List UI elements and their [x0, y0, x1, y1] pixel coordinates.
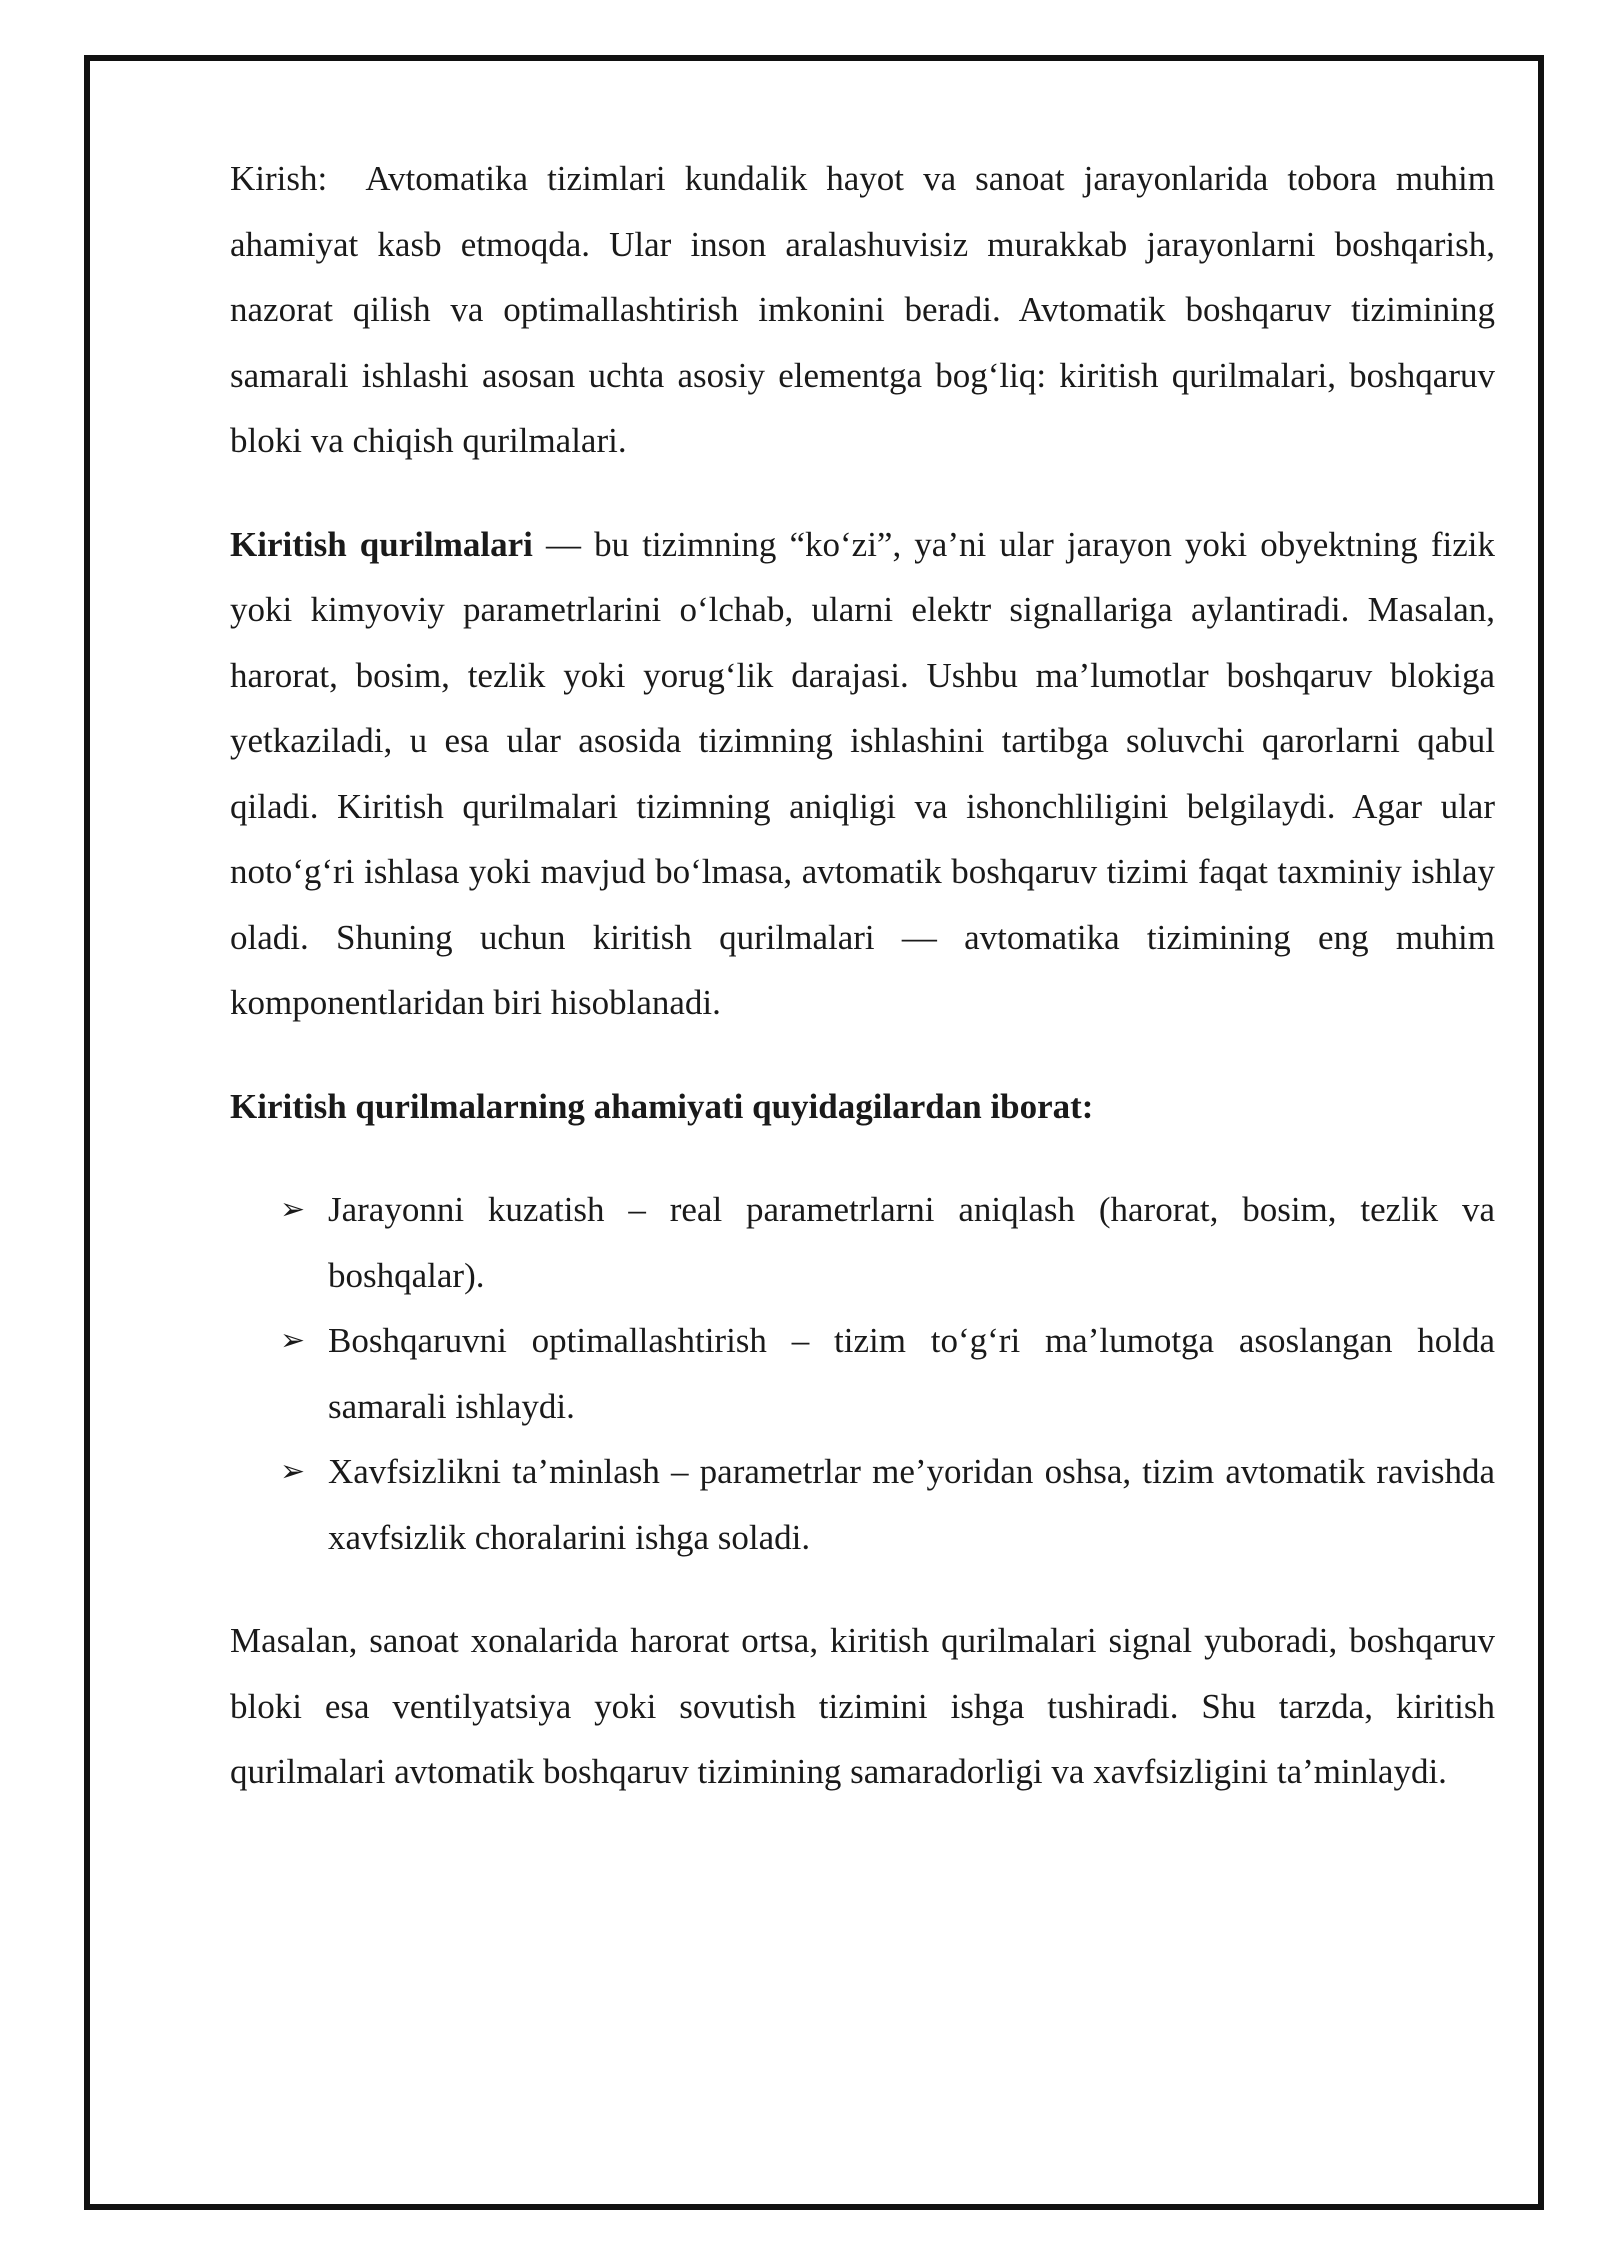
definition-paragraph [230, 512, 1495, 1036]
definition-text: — bu tizimning “ko‘zi”, ya’ni ular jarayon yoki obyektning fizik yoki kimyoviy parametrlarini o‘lchab, ularni elektr signallariga aylantiradi. Masalan, harorat, bosim, tezlik yoki yorug‘lik darajasi. Ushbu ma’lumotlar boshqaruv blokiga yetkaziladi, u esa ular asosida tizimning ishlashini tartibga soluvchi qarorlarni qabul qiladi. Kiritish qurilmalari tizimning aniqligi va ishonchliligini belgilaydi. Agar ular noto‘g‘ri ishlasa yoki mavjud bo‘lmasa, avtomatik boshqaruv tizimi faqat taxminiy ishlay oladi. Shuning uchun kiritish qurilmalari — avtomatika tizimining eng muhim komponentlaridan biri hisoblanadi. [230, 524, 1496, 1022]
arrowhead-bullet-icon: ➢ [280, 1323, 306, 1358]
list-item [230, 1177, 1495, 1308]
intro-text: Avtomatika tizimlari kundalik hayot va sanoat jarayonlarida tobora muhim ahamiyat kasb etmoqda. Ular inson aralashuvisiz murakkab jarayonlarni boshqarish, nazorat qilish va optimallashtirish imkonini beradi. Avtomatik boshqaruv tizimining samarali ishlashi asosan uchta asosiy elementga bog‘liq: kiritish qurilmalari, boshqaruv bloki va chiqish qurilmalari. [230, 159, 1495, 460]
definition-term: Kiritish qurilmalari [230, 524, 533, 564]
importance-heading: Kiritish qurilmalarning ahamiyati quyidagilardan iborat: [230, 1086, 1094, 1126]
arrowhead-bullet-icon: ➢ [280, 1454, 306, 1489]
conclusion-paragraph: Masalan, sanoat xonalarida harorat ortsa, kiritish qurilmalari signal yuboradi, boshqaruv bloki esa ventilyatsiya yoki sovutish tizimini ishga tushiradi. Shu tarzda, kiritish qurilmalari avtomatik boshqaruv tizimining samaradorligi va xavfsizligini ta’minlaydi. [230, 1621, 1495, 1791]
intro-lead: Kirish: [230, 159, 328, 198]
importance-list [230, 1177, 1495, 1570]
list-item [230, 1308, 1495, 1439]
intro-paragraph [230, 146, 1495, 474]
document-body [230, 146, 1495, 1805]
list-item-text: Xavfsizlikni ta’minlash – parametrlar me’yoridan oshsa, tizim avtomatik ravishda xavfsizlik choralarini ishga soladi. [328, 1452, 1495, 1557]
list-item [230, 1439, 1495, 1570]
list-item-text: Boshqaruvni optimallashtirish – tizim to‘g‘ri ma’lumotga asoslangan holda samarali ishlaydi. [328, 1321, 1495, 1426]
arrowhead-bullet-icon: ➢ [280, 1192, 306, 1227]
list-item-text: Jarayonni kuzatish – real parametrlarni aniqlash (harorat, bosim, tezlik va boshqalar). [328, 1190, 1495, 1295]
